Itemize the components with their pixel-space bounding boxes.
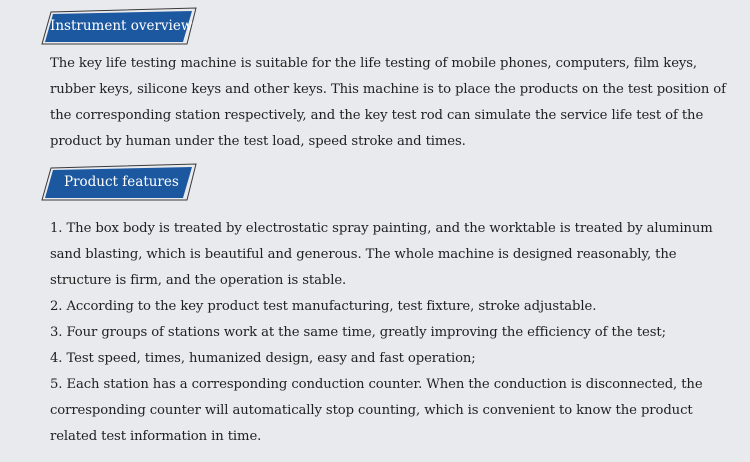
feature-item: 4. Test speed, times, humanized design, easy and fast operation; <box>50 351 476 366</box>
features-list <box>50 216 740 450</box>
section-title-label: Product features <box>64 174 179 190</box>
overview-paragraph: The key life testing machine is suitable for the life testing of mobile phones, computers, film keys, rubber keys, silicone keys and other keys. This machine is to place the products on the test position of the corresponding station respectively, and the key test rod can simulate the service life test of the product by human under the test load, speed stroke and times. <box>50 56 726 149</box>
section-title-product-features <box>40 162 198 202</box>
feature-item: 1. The box body is treated by electrostatic spray painting, and the worktable is treated by aluminum sand blasting, which is beautiful and generous. The whole machine is designed reasonably, the structure is firm, and the operation is stable. <box>50 221 713 288</box>
section-title-instrument-overview <box>40 6 198 46</box>
section-title-label: Instrument overview <box>50 18 193 34</box>
feature-item: 5. Each station has a corresponding conduction counter. When the conduction is disconnected, the corresponding counter will automatically stop counting, which is convenient to know the product related test information in time. <box>50 377 703 444</box>
feature-item: 2. According to the key product test manufacturing, test fixture, stroke adjustable. <box>50 299 597 314</box>
feature-item: 3. Four groups of stations work at the same time, greatly improving the efficiency of the test; <box>50 325 666 340</box>
